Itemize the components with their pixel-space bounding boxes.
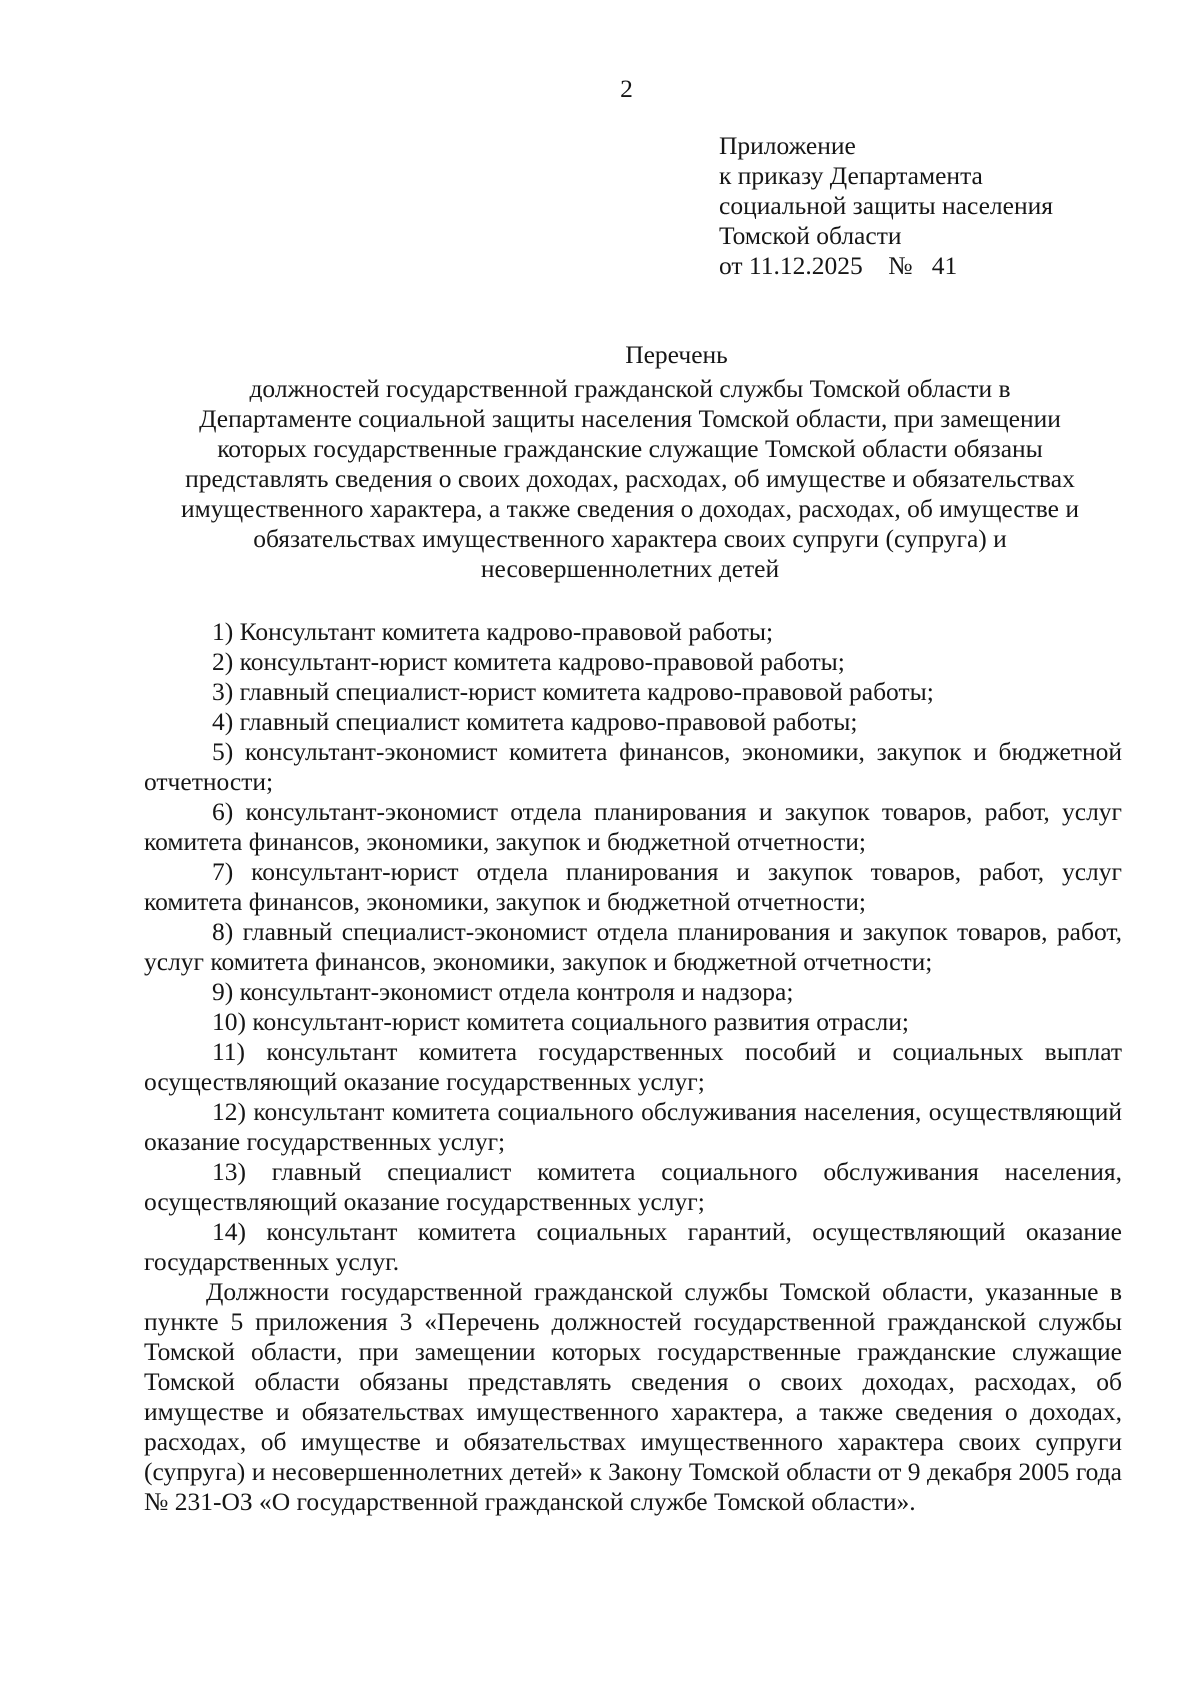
list-item: 14) консультант комитета социальных гарантий, осуществляющий оказание государственных услуг. (144, 1217, 1122, 1276)
subtitle-line: которых государственные гражданские служащие Томской области обязаны (217, 434, 1043, 463)
closing-paragraph: Должности государственной гражданской службы Томской области, указанные в пункте 5 приложения 3 «Перечень должностей государственной гражданской службы Томской области, при замещении которых государственные гражданские служащие Томской области обязаны представлять сведения о своих доходах, расходах, об имуществе и обязательствах имущественного характера, а также сведения о доходах, расходах, об имуществе и обязательствах имущественного характера своих супруги (супруга) и несовершеннолетних детей» к Закону Томской области от 9 декабря 2005 года № 231-ОЗ «О государственной гражданской службе Томской области». (144, 1277, 1122, 1516)
list-item: 12) консультант комитета социального обслуживания населения, осуществляющий оказание государственных услуг; (144, 1097, 1122, 1156)
list-item: 1) Консультант комитета кадрово-правовой работы; (212, 617, 774, 646)
list-item: 13) главный специалист комитета социального обслуживания населения, осуществляющий оказание государственных услуг; (144, 1157, 1122, 1216)
subtitle-line: представлять сведения о своих доходах, расходах, об имуществе и обязательствах (185, 464, 1075, 493)
positions-list (144, 617, 1122, 1517)
subtitle-line: Департаменте социальной защиты населения Томской области, при замещении (199, 404, 1061, 433)
subtitle-line: обязательствах имущественного характера своих супруги (супруга) и (253, 524, 1007, 553)
list-item: 5) консультант-экономист комитета финансов, экономики, закупок и бюджетной отчетности; (144, 737, 1122, 796)
list-item: 3) главный специалист-юрист комитета кадрово-правовой работы; (212, 677, 934, 706)
list-item: 7) консультант-юрист отдела планирования и закупок товаров, работ, услуг комитета финансов, экономики, закупок и бюджетной отчетности; (144, 857, 1122, 916)
appendix-line: Томской области (719, 221, 902, 250)
list-item: 8) главный специалист-экономист отдела планирования и закупок товаров, работ, услуг комитета финансов, экономики, закупок и бюджетной отчетности; (144, 917, 1122, 976)
appendix-line: к приказу Департамента (719, 161, 983, 190)
appendix-line: социальной защиты населения (719, 191, 1053, 220)
subtitle-line: должностей государственной гражданской службы Томской области в (249, 374, 1011, 403)
subtitle-line: несовершеннолетних детей (480, 554, 780, 583)
list-item: 9) консультант-экономист отдела контроля и надзора; (212, 977, 794, 1006)
list-item: 2) консультант-юрист комитета кадрово-правовой работы; (212, 647, 845, 676)
list-item: 6) консультант-экономист отдела планирования и закупок товаров, работ, услуг комитета финансов, экономики, закупок и бюджетной отчетности; (144, 797, 1122, 856)
list-item: 4) главный специалист комитета кадрово-правовой работы; (212, 707, 858, 736)
subtitle-line: имущественного характера, а также сведения о доходах, расходах, об имуществе и (181, 494, 1079, 523)
page-number: 2 (620, 74, 633, 103)
appendix-line: Приложение (719, 131, 856, 160)
appendix-date-number: от 11.12.2025 № 41 (719, 251, 958, 280)
document-subtitle (160, 374, 1100, 584)
document-title: Перечень (625, 340, 728, 369)
appendix-header (719, 131, 1139, 281)
list-item: 11) консультант комитета государственных пособий и социальных выплат осуществляющий оказание государственных услуг; (144, 1037, 1122, 1096)
list-item: 10) консультант-юрист комитета социального развития отрасли; (212, 1007, 909, 1036)
